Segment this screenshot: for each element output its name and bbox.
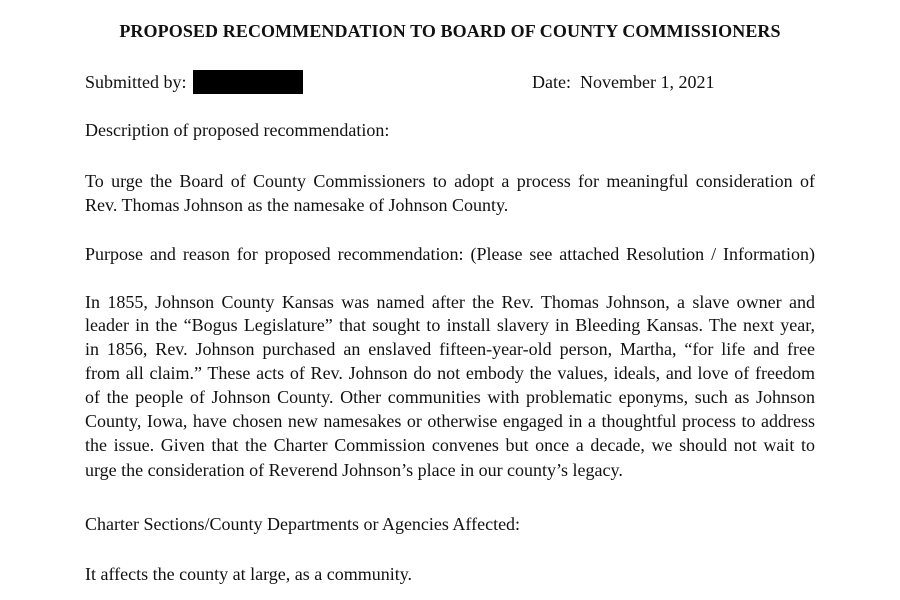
charter-heading: Charter Sections/County Departments or Agencies Affected: <box>85 514 521 534</box>
date-value: November 1, 2021 <box>579 72 715 92</box>
body-line-3: in 1856, Rev. Johnson purchased an enslaved fifteen-year-old person, Martha, “for life and free <box>85 339 815 359</box>
purpose-heading: Purpose and reason for proposed recommendation: (Please see attached Resolution / Information) <box>85 244 815 264</box>
description-line-1: To urge the Board of County Commissioners to adopt a process for meaningful consideration of <box>85 171 815 191</box>
submitted-by-label: Submitted by: <box>85 72 187 92</box>
date-field <box>532 71 714 93</box>
submitted-by-field <box>85 71 303 96</box>
body-line-7: the issue. Given that the Charter Commission convenes but once a decade, we should not wait to <box>85 435 815 455</box>
document-title: PROPOSED RECOMMENDATION TO BOARD OF COUNTY COMMISSIONERS <box>119 21 781 41</box>
body-line-1: In 1855, Johnson County Kansas was named after the Rev. Thomas Johnson, a slave owner and <box>85 292 815 312</box>
body-line-4: from all claim.” These acts of Rev. Johnson do not embody the values, ideals, and love of freedom <box>85 363 815 383</box>
body-line-2: leader in the “Bogus Legislature” that sought to install slavery in Bleeding Kansas. The next year, <box>85 315 815 335</box>
affects-text: It affects the county at large, as a community. <box>85 564 413 584</box>
redacted-name-block <box>193 70 303 94</box>
body-line-8: urge the consideration of Reverend Johnson’s place in our county’s legacy. <box>85 460 623 480</box>
description-heading: Description of proposed recommendation: <box>85 120 390 140</box>
description-line-2: Rev. Thomas Johnson as the namesake of Johnson County. <box>85 195 509 215</box>
date-label: Date: <box>532 72 571 92</box>
body-line-5: of the people of Johnson County. Other communities with problematic eponyms, such as Johnson <box>85 387 815 407</box>
body-line-6: County, Iowa, have chosen new namesakes or otherwise engaged in a thoughtful process to address <box>85 411 815 431</box>
